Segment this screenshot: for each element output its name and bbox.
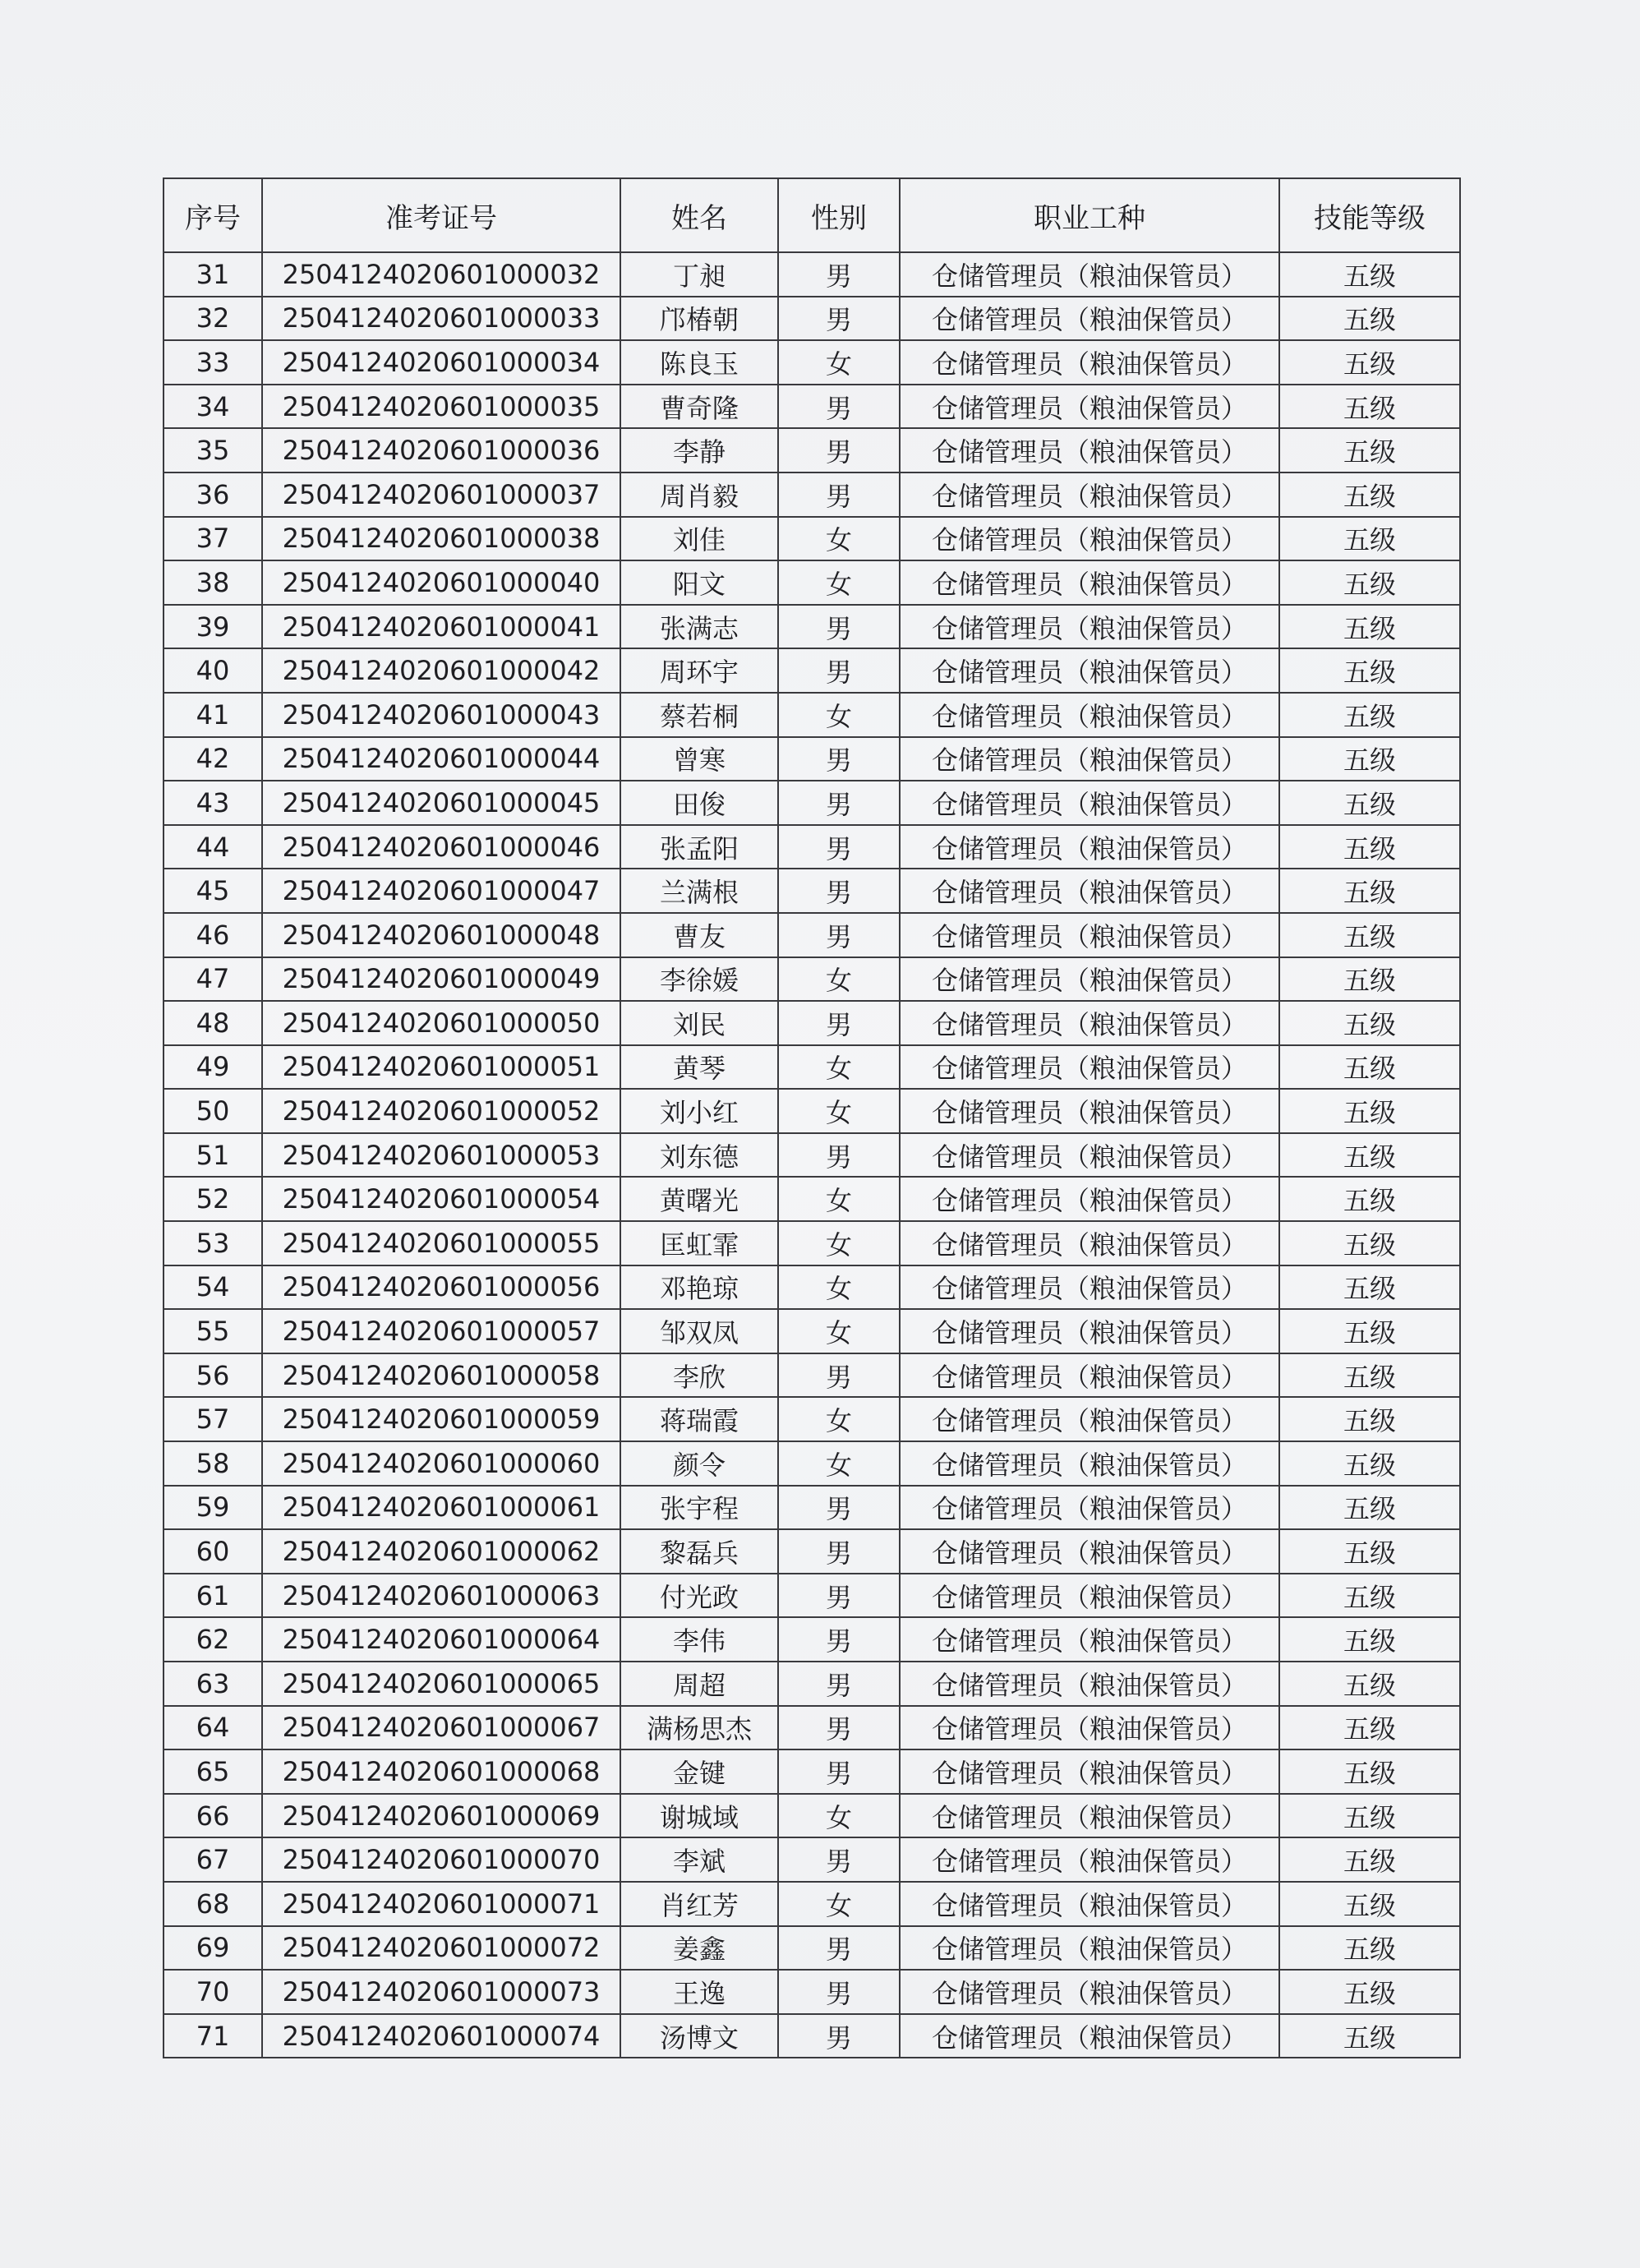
cell-exam-id: 2504124020601000055 [262,1221,620,1265]
cell-level: 五级 [1279,1837,1460,1882]
cell-level: 五级 [1279,1749,1460,1794]
cell-exam-id: 2504124020601000056 [262,1265,620,1310]
cell-name: 刘佳 [620,517,778,561]
cell-level: 五级 [1279,1441,1460,1486]
cell-seq: 71 [164,2014,262,2058]
cell-gender: 女 [778,1089,900,1133]
cell-seq: 69 [164,1926,262,1971]
table-row [164,825,1460,869]
cell-exam-id: 2504124020601000064 [262,1617,620,1662]
table-row [164,1001,1460,1045]
cell-occupation: 仓储管理员（粮油保管员） [900,517,1279,561]
cell-seq: 38 [164,560,262,605]
cell-gender: 女 [778,1221,900,1265]
cell-seq: 67 [164,1837,262,1882]
cell-name: 颜令 [620,1441,778,1486]
cell-occupation: 仓储管理员（粮油保管员） [900,825,1279,869]
cell-name: 张满志 [620,605,778,649]
cell-seq: 55 [164,1309,262,1353]
cell-name: 邹双凤 [620,1309,778,1353]
cell-level: 五级 [1279,2014,1460,2058]
cell-level: 五级 [1279,693,1460,737]
cell-level: 五级 [1279,1794,1460,1838]
cell-occupation: 仓储管理员（粮油保管员） [900,605,1279,649]
cell-occupation: 仓储管理员（粮油保管员） [900,297,1279,341]
cell-level: 五级 [1279,1045,1460,1090]
cell-name: 李伟 [620,1617,778,1662]
table-row [164,472,1460,517]
cell-gender: 男 [778,297,900,341]
cell-level: 五级 [1279,1662,1460,1706]
cell-exam-id: 2504124020601000065 [262,1662,620,1706]
cell-exam-id: 2504124020601000063 [262,1574,620,1618]
cell-seq: 54 [164,1265,262,1310]
table-row [164,957,1460,1002]
table-row [164,340,1460,385]
cell-gender: 女 [778,1441,900,1486]
cell-level: 五级 [1279,869,1460,913]
table-row [164,1926,1460,1971]
table-body [164,252,1460,2058]
cell-exam-id: 2504124020601000032 [262,252,620,297]
cell-occupation: 仓储管理员（粮油保管员） [900,1529,1279,1574]
cell-occupation: 仓储管理员（粮油保管员） [900,428,1279,472]
cell-occupation: 仓储管理员（粮油保管员） [900,1001,1279,1045]
cell-exam-id: 2504124020601000051 [262,1045,620,1090]
cell-seq: 49 [164,1045,262,1090]
cell-occupation: 仓储管理员（粮油保管员） [900,1926,1279,1971]
cell-gender: 男 [778,1970,900,2014]
cell-seq: 62 [164,1617,262,1662]
cell-seq: 35 [164,428,262,472]
cell-seq: 31 [164,252,262,297]
cell-level: 五级 [1279,1001,1460,1045]
table-row [164,1662,1460,1706]
cell-occupation: 仓储管理员（粮油保管员） [900,472,1279,517]
cell-exam-id: 2504124020601000048 [262,913,620,957]
cell-name: 付光政 [620,1574,778,1618]
cell-occupation: 仓储管理员（粮油保管员） [900,1309,1279,1353]
table-row [164,913,1460,957]
cell-exam-id: 2504124020601000047 [262,869,620,913]
cell-seq: 63 [164,1662,262,1706]
cell-occupation: 仓储管理员（粮油保管员） [900,1662,1279,1706]
cell-exam-id: 2504124020601000036 [262,428,620,472]
cell-seq: 64 [164,1706,262,1750]
cell-name: 丁昶 [620,252,778,297]
header-exam-id: 准考证号 [262,178,620,252]
cell-occupation: 仓储管理员（粮油保管员） [900,1353,1279,1398]
cell-occupation: 仓储管理员（粮油保管员） [900,1837,1279,1882]
cell-name: 黄琴 [620,1045,778,1090]
cell-gender: 女 [778,1794,900,1838]
cell-seq: 45 [164,869,262,913]
cell-name: 李斌 [620,1837,778,1882]
cell-gender: 男 [778,605,900,649]
header-occupation: 职业工种 [900,178,1279,252]
cell-occupation: 仓储管理员（粮油保管员） [900,1749,1279,1794]
cell-name: 谢城域 [620,1794,778,1838]
cell-exam-id: 2504124020601000069 [262,1794,620,1838]
cell-exam-id: 2504124020601000059 [262,1397,620,1441]
cell-gender: 男 [778,252,900,297]
cell-name: 张宇程 [620,1486,778,1530]
cell-level: 五级 [1279,517,1460,561]
cell-level: 五级 [1279,1706,1460,1750]
cell-seq: 42 [164,737,262,781]
cell-name: 周环宇 [620,648,778,693]
table-row [164,1486,1460,1530]
cell-name: 姜鑫 [620,1926,778,1971]
cell-name: 曹友 [620,913,778,957]
cell-level: 五级 [1279,648,1460,693]
cell-occupation: 仓储管理员（粮油保管员） [900,2014,1279,2058]
cell-seq: 50 [164,1089,262,1133]
cell-level: 五级 [1279,252,1460,297]
cell-exam-id: 2504124020601000070 [262,1837,620,1882]
cell-gender: 男 [778,2014,900,2058]
table-row [164,1706,1460,1750]
cell-level: 五级 [1279,472,1460,517]
cell-seq: 61 [164,1574,262,1618]
cell-gender: 男 [778,1486,900,1530]
cell-gender: 男 [778,1529,900,1574]
cell-level: 五级 [1279,781,1460,825]
cell-seq: 48 [164,1001,262,1045]
cell-level: 五级 [1279,1574,1460,1618]
cell-name: 周肖毅 [620,472,778,517]
table-row [164,1617,1460,1662]
cell-seq: 40 [164,648,262,693]
cell-seq: 68 [164,1882,262,1926]
cell-name: 陈良玉 [620,340,778,385]
cell-gender: 女 [778,517,900,561]
cell-level: 五级 [1279,1970,1460,2014]
cell-exam-id: 2504124020601000042 [262,648,620,693]
cell-level: 五级 [1279,297,1460,341]
header-name: 姓名 [620,178,778,252]
cell-gender: 男 [778,1574,900,1618]
cell-name: 阳文 [620,560,778,605]
cell-gender: 男 [778,1837,900,1882]
cell-seq: 57 [164,1397,262,1441]
cell-occupation: 仓储管理员（粮油保管员） [900,1177,1279,1221]
cell-name: 黎磊兵 [620,1529,778,1574]
cell-name: 匡虹霏 [620,1221,778,1265]
cell-name: 王逸 [620,1970,778,2014]
cell-gender: 男 [778,1133,900,1178]
cell-seq: 59 [164,1486,262,1530]
cell-exam-id: 2504124020601000054 [262,1177,620,1221]
cell-name: 金键 [620,1749,778,1794]
cell-level: 五级 [1279,1133,1460,1178]
table-row [164,517,1460,561]
cell-occupation: 仓储管理员（粮油保管员） [900,1970,1279,2014]
cell-exam-id: 2504124020601000037 [262,472,620,517]
table-row [164,560,1460,605]
cell-exam-id: 2504124020601000073 [262,1970,620,2014]
cell-seq: 65 [164,1749,262,1794]
cell-name: 蔡若桐 [620,693,778,737]
cell-occupation: 仓储管理员（粮油保管员） [900,1045,1279,1090]
cell-gender: 男 [778,869,900,913]
table-row [164,737,1460,781]
cell-gender: 男 [778,737,900,781]
cell-name: 邝椿朝 [620,297,778,341]
cell-name: 汤博文 [620,2014,778,2058]
table-row [164,1045,1460,1090]
cell-occupation: 仓储管理员（粮油保管员） [900,1794,1279,1838]
cell-level: 五级 [1279,1221,1460,1265]
cell-level: 五级 [1279,1265,1460,1310]
cell-name: 兰满根 [620,869,778,913]
cell-exam-id: 2504124020601000062 [262,1529,620,1574]
cell-level: 五级 [1279,957,1460,1002]
header-gender: 性别 [778,178,900,252]
cell-exam-id: 2504124020601000043 [262,693,620,737]
cell-seq: 53 [164,1221,262,1265]
cell-occupation: 仓储管理员（粮油保管员） [900,340,1279,385]
cell-gender: 女 [778,1265,900,1310]
cell-gender: 女 [778,1882,900,1926]
cell-level: 五级 [1279,737,1460,781]
header-row [164,178,1460,252]
cell-seq: 44 [164,825,262,869]
cell-level: 五级 [1279,1926,1460,1971]
cell-name: 肖红芳 [620,1882,778,1926]
cell-exam-id: 2504124020601000052 [262,1089,620,1133]
cell-occupation: 仓储管理员（粮油保管员） [900,1133,1279,1178]
cell-gender: 男 [778,913,900,957]
cell-seq: 58 [164,1441,262,1486]
cell-name: 李静 [620,428,778,472]
cell-occupation: 仓储管理员（粮油保管员） [900,1706,1279,1750]
cell-name: 张孟阳 [620,825,778,869]
cell-name: 邓艳琼 [620,1265,778,1310]
cell-seq: 43 [164,781,262,825]
table-row [164,385,1460,429]
cell-level: 五级 [1279,560,1460,605]
cell-name: 刘民 [620,1001,778,1045]
cell-seq: 66 [164,1794,262,1838]
cell-level: 五级 [1279,340,1460,385]
cell-level: 五级 [1279,825,1460,869]
cell-occupation: 仓储管理员（粮油保管员） [900,252,1279,297]
table-row [164,1441,1460,1486]
cell-level: 五级 [1279,1529,1460,1574]
table-row [164,1837,1460,1882]
cell-exam-id: 2504124020601000067 [262,1706,620,1750]
cell-occupation: 仓储管理员（粮油保管员） [900,1617,1279,1662]
table-row [164,693,1460,737]
cell-gender: 女 [778,340,900,385]
table-row [164,1397,1460,1441]
cell-seq: 37 [164,517,262,561]
cell-occupation: 仓储管理员（粮油保管员） [900,913,1279,957]
cell-exam-id: 2504124020601000058 [262,1353,620,1398]
cell-gender: 女 [778,1309,900,1353]
table-row [164,1221,1460,1265]
cell-gender: 男 [778,1926,900,1971]
cell-gender: 男 [778,1001,900,1045]
cell-exam-id: 2504124020601000041 [262,605,620,649]
cell-level: 五级 [1279,1353,1460,1398]
cell-occupation: 仓储管理员（粮油保管员） [900,385,1279,429]
cell-exam-id: 2504124020601000034 [262,340,620,385]
cell-seq: 47 [164,957,262,1002]
table-row [164,1794,1460,1838]
cell-level: 五级 [1279,605,1460,649]
cell-gender: 男 [778,428,900,472]
cell-occupation: 仓储管理员（粮油保管员） [900,693,1279,737]
cell-gender: 女 [778,693,900,737]
cell-exam-id: 2504124020601000046 [262,825,620,869]
cell-gender: 男 [778,648,900,693]
table-row [164,648,1460,693]
cell-occupation: 仓储管理员（粮油保管员） [900,1486,1279,1530]
cell-occupation: 仓储管理员（粮油保管员） [900,1265,1279,1310]
cell-name: 周超 [620,1662,778,1706]
table-row [164,1265,1460,1310]
cell-gender: 女 [778,1045,900,1090]
cell-seq: 56 [164,1353,262,1398]
cell-occupation: 仓储管理员（粮油保管员） [900,781,1279,825]
table-row [164,1574,1460,1618]
table-row [164,1353,1460,1398]
table-row [164,605,1460,649]
table-row [164,252,1460,297]
cell-gender: 女 [778,957,900,1002]
cell-exam-id: 2504124020601000072 [262,1926,620,1971]
cell-seq: 34 [164,385,262,429]
cell-occupation: 仓储管理员（粮油保管员） [900,1882,1279,1926]
table-row [164,297,1460,341]
cell-seq: 46 [164,913,262,957]
cell-level: 五级 [1279,1309,1460,1353]
cell-gender: 男 [778,1617,900,1662]
table-row [164,1089,1460,1133]
cell-gender: 女 [778,1177,900,1221]
table-row [164,781,1460,825]
cell-exam-id: 2504124020601000057 [262,1309,620,1353]
cell-gender: 女 [778,560,900,605]
table-row [164,2014,1460,2058]
cell-gender: 男 [778,1749,900,1794]
cell-occupation: 仓储管理员（粮油保管员） [900,1397,1279,1441]
cell-gender: 男 [778,385,900,429]
cell-seq: 41 [164,693,262,737]
cell-name: 李欣 [620,1353,778,1398]
candidate-table [163,177,1461,2058]
cell-occupation: 仓储管理员（粮油保管员） [900,648,1279,693]
cell-seq: 52 [164,1177,262,1221]
table-header [164,178,1460,252]
cell-level: 五级 [1279,385,1460,429]
cell-occupation: 仓储管理员（粮油保管员） [900,560,1279,605]
cell-level: 五级 [1279,1397,1460,1441]
cell-exam-id: 2504124020601000060 [262,1441,620,1486]
cell-level: 五级 [1279,1089,1460,1133]
cell-name: 曾寒 [620,737,778,781]
cell-gender: 男 [778,1662,900,1706]
cell-exam-id: 2504124020601000049 [262,957,620,1002]
cell-exam-id: 2504124020601000045 [262,781,620,825]
cell-level: 五级 [1279,1177,1460,1221]
table-row [164,1970,1460,2014]
table-row [164,1133,1460,1178]
table-row [164,1529,1460,1574]
cell-name: 田俊 [620,781,778,825]
cell-name: 曹奇隆 [620,385,778,429]
cell-gender: 男 [778,781,900,825]
table-row [164,869,1460,913]
cell-occupation: 仓储管理员（粮油保管员） [900,737,1279,781]
cell-exam-id: 2504124020601000044 [262,737,620,781]
cell-name: 满杨思杰 [620,1706,778,1750]
header-level: 技能等级 [1279,178,1460,252]
cell-exam-id: 2504124020601000053 [262,1133,620,1178]
cell-exam-id: 2504124020601000068 [262,1749,620,1794]
cell-occupation: 仓储管理员（粮油保管员） [900,957,1279,1002]
cell-level: 五级 [1279,1882,1460,1926]
cell-exam-id: 2504124020601000040 [262,560,620,605]
table-row [164,1882,1460,1926]
cell-gender: 女 [778,1397,900,1441]
cell-seq: 39 [164,605,262,649]
cell-occupation: 仓储管理员（粮油保管员） [900,1089,1279,1133]
cell-exam-id: 2504124020601000071 [262,1882,620,1926]
cell-seq: 51 [164,1133,262,1178]
cell-exam-id: 2504124020601000074 [262,2014,620,2058]
cell-occupation: 仓储管理员（粮油保管员） [900,1574,1279,1618]
cell-name: 李徐媛 [620,957,778,1002]
cell-name: 黄曙光 [620,1177,778,1221]
cell-gender: 男 [778,1706,900,1750]
cell-exam-id: 2504124020601000033 [262,297,620,341]
cell-gender: 男 [778,472,900,517]
cell-exam-id: 2504124020601000038 [262,517,620,561]
cell-exam-id: 2504124020601000035 [262,385,620,429]
cell-exam-id: 2504124020601000061 [262,1486,620,1530]
table-row [164,1749,1460,1794]
cell-level: 五级 [1279,428,1460,472]
table-row [164,428,1460,472]
header-seq: 序号 [164,178,262,252]
cell-gender: 男 [778,825,900,869]
cell-name: 刘小红 [620,1089,778,1133]
cell-level: 五级 [1279,913,1460,957]
cell-seq: 36 [164,472,262,517]
cell-name: 刘东德 [620,1133,778,1178]
table-row [164,1309,1460,1353]
cell-seq: 70 [164,1970,262,2014]
cell-level: 五级 [1279,1486,1460,1530]
table-row [164,1177,1460,1221]
cell-name: 蒋瑞霞 [620,1397,778,1441]
cell-seq: 32 [164,297,262,341]
cell-occupation: 仓储管理员（粮油保管员） [900,1221,1279,1265]
cell-exam-id: 2504124020601000050 [262,1001,620,1045]
cell-seq: 33 [164,340,262,385]
cell-level: 五级 [1279,1617,1460,1662]
cell-occupation: 仓储管理员（粮油保管员） [900,1441,1279,1486]
cell-gender: 男 [778,1353,900,1398]
cell-seq: 60 [164,1529,262,1574]
cell-occupation: 仓储管理员（粮油保管员） [900,869,1279,913]
